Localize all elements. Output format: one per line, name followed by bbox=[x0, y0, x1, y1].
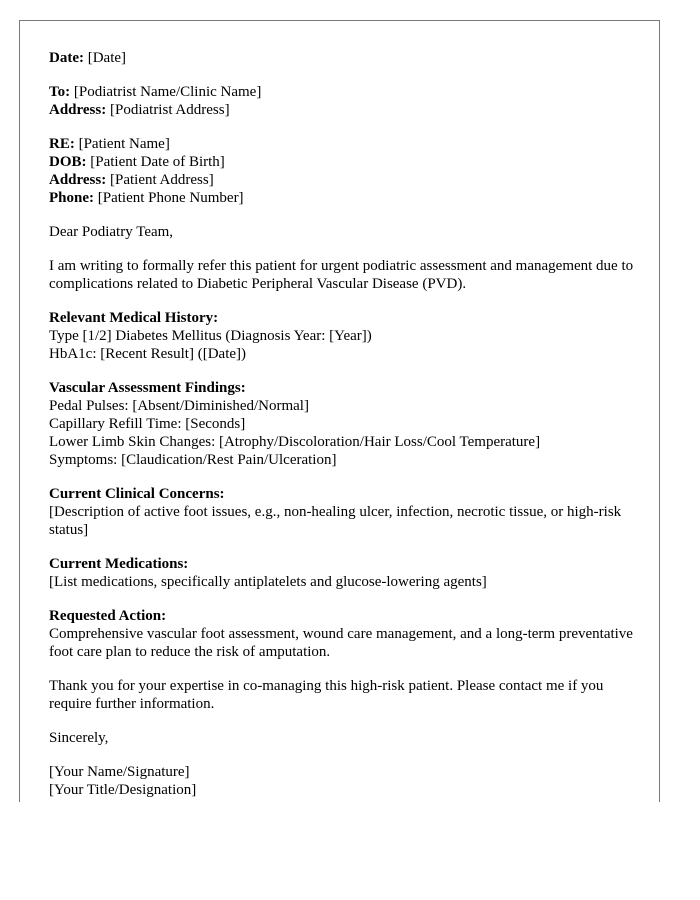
vascular-line: Pedal Pulses: [Absent/Diminished/Normal] bbox=[49, 398, 309, 414]
to-label: To: bbox=[49, 84, 71, 100]
to-line bbox=[49, 83, 639, 101]
letter-page bbox=[19, 20, 660, 802]
signoff-text: Sincerely, bbox=[49, 730, 109, 746]
dob-line bbox=[49, 153, 639, 171]
date-label: Date: bbox=[49, 50, 84, 66]
medications-text: [List medications, specifically antiplatelets and glucose-lowering agents] bbox=[49, 574, 487, 590]
vascular-line: Symptoms: [Claudication/Rest Pain/Ulceration] bbox=[49, 452, 337, 468]
concerns-text: [Description of active foot issues, e.g., non-healing ulcer, infection, necrotic tissue, or high-risk status] bbox=[49, 504, 622, 538]
date-line bbox=[49, 49, 639, 67]
dob-value: [Patient Date of Birth] bbox=[90, 154, 225, 170]
recipient-address-value: [Podiatrist Address] bbox=[109, 102, 230, 118]
vascular-line: Lower Limb Skin Changes: [Atrophy/Discoloration/Hair Loss/Cool Temperature] bbox=[49, 434, 541, 450]
phone-value: [Patient Phone Number] bbox=[97, 190, 244, 206]
salutation bbox=[49, 223, 639, 241]
salutation-text: Dear Podiatry Team, bbox=[49, 224, 174, 240]
action-text: Comprehensive vascular foot assessment, wound care management, and a long-term preventative foot care plan to reduce the risk of amputation. bbox=[49, 626, 633, 660]
date-value: [Date] bbox=[87, 50, 127, 66]
phone-label: Phone: bbox=[49, 190, 94, 206]
dob-label: DOB: bbox=[49, 154, 87, 170]
medications-heading: Current Medications: bbox=[49, 556, 189, 572]
action-heading: Requested Action: bbox=[49, 608, 167, 624]
vascular-line: Capillary Refill Time: [Seconds] bbox=[49, 416, 246, 432]
vascular-heading: Vascular Assessment Findings: bbox=[49, 380, 246, 396]
patient-address-line bbox=[49, 171, 639, 189]
recipient-block bbox=[49, 83, 639, 119]
recipient-address-label: Address: bbox=[49, 102, 107, 118]
signature-title: [Your Title/Designation] bbox=[49, 782, 197, 798]
patient-block bbox=[49, 135, 639, 207]
history-line: Type [1/2] Diabetes Mellitus (Diagnosis Year: [Year]) bbox=[49, 328, 372, 344]
vascular-section bbox=[49, 379, 639, 469]
intro-paragraph bbox=[49, 257, 639, 293]
signature-name: [Your Name/Signature] bbox=[49, 764, 190, 780]
closing-text: Thank you for your expertise in co-managing this high-risk patient. Please contact me if you require further information. bbox=[49, 678, 604, 712]
intro-text: I am writing to formally refer this patient for urgent podiatric assessment and management due to complications related to Diabetic Peripheral Vascular Disease (PVD). bbox=[49, 258, 634, 292]
phone-line bbox=[49, 189, 639, 207]
signoff bbox=[49, 729, 639, 747]
recipient-address-line bbox=[49, 101, 639, 119]
re-value: [Patient Name] bbox=[78, 136, 170, 152]
closing-paragraph bbox=[49, 677, 639, 713]
signature-block bbox=[49, 763, 639, 799]
re-label: RE: bbox=[49, 136, 75, 152]
patient-address-value: [Patient Address] bbox=[109, 172, 214, 188]
history-heading: Relevant Medical History: bbox=[49, 310, 219, 326]
history-section bbox=[49, 309, 639, 363]
patient-address-label: Address: bbox=[49, 172, 107, 188]
action-section bbox=[49, 607, 639, 661]
concerns-heading: Current Clinical Concerns: bbox=[49, 486, 225, 502]
re-line bbox=[49, 135, 639, 153]
history-line: HbA1c: [Recent Result] ([Date]) bbox=[49, 346, 247, 362]
to-value: [Podiatrist Name/Clinic Name] bbox=[73, 84, 262, 100]
date-block bbox=[49, 49, 639, 67]
letter-body bbox=[49, 49, 639, 815]
concerns-section bbox=[49, 485, 639, 539]
medications-section bbox=[49, 555, 639, 591]
